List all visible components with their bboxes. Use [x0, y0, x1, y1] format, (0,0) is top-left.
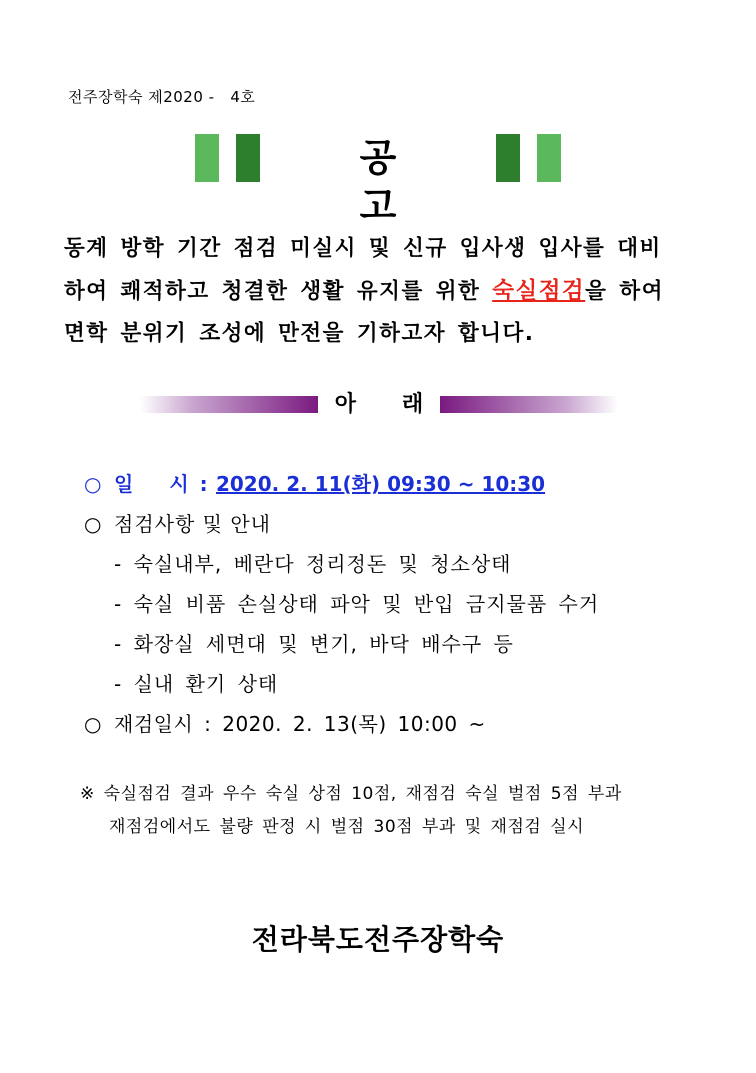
section-title — [325, 390, 433, 420]
reinspection-text: 재검일시 : 2020. 2. 13(목) 10:00 ~ — [114, 712, 486, 736]
intro-line-2-start: 하여 쾌적하고 청결한 생활 유지를 위한 — [64, 279, 493, 304]
gradient-bar-right — [440, 396, 618, 413]
gradient-bar-left — [140, 396, 318, 413]
bullet-circle: ○ — [84, 712, 102, 736]
schedule-label-a: 일 — [114, 472, 136, 496]
section-title-right: 래 — [401, 392, 424, 417]
checklist-title: 점검사항 및 안내 — [114, 512, 271, 536]
note — [80, 778, 720, 844]
schedule-label — [114, 472, 210, 496]
decor-bar-left-outer — [195, 134, 219, 182]
decor-bar-right-outer — [537, 134, 561, 182]
decor-bar-right-inner — [496, 134, 520, 182]
section-title-left: 아 — [334, 392, 357, 417]
checklist-item: - 화장실 세면대 및 변기, 바닥 배수구 등 — [114, 632, 514, 656]
intro-line-1: 동계 방학 기간 점검 미실시 및 신규 입사생 입사를 대비 — [64, 236, 662, 261]
decor-bar-left-inner — [236, 134, 260, 182]
bullet-circle: ○ — [84, 512, 102, 536]
intro-line-2 — [64, 270, 704, 313]
note-line-2: 재점검에서도 불량 판정 시 벌점 30점 부과 및 재점검 실시 — [109, 817, 585, 837]
schedule-value: 2020. 2. 11(화) 09:30 ~ 10:30 — [215, 472, 546, 496]
schedule-row — [84, 464, 724, 504]
intro-highlight: 숙실점검 — [492, 278, 586, 304]
section-heading — [140, 390, 618, 420]
checklist-item: - 숙실 비품 손실상태 파악 및 반입 금지물품 수거 — [114, 592, 600, 616]
bullet-circle: ○ — [84, 472, 102, 496]
document-number: 전주장학숙 제2020 - 4호 — [68, 88, 256, 106]
reinspection-row — [84, 704, 724, 744]
note-line-1: ※ 숙실점검 결과 우수 숙실 상점 10점, 재점검 숙실 벌점 5점 부과 — [80, 784, 622, 804]
checklist-item: - 숙실내부, 베란다 정리정돈 및 청소상태 — [114, 552, 512, 576]
notice-title: 공고 — [359, 136, 445, 228]
intro-line-2-end: 을 하여 — [585, 279, 664, 304]
checklist-row — [84, 504, 724, 544]
intro-line-3: 면학 분위기 조성에 만전을 기하고자 합니다. — [64, 321, 535, 346]
intro-paragraph — [64, 228, 704, 355]
details-list — [84, 464, 724, 744]
schedule-label-b: 시 : — [169, 472, 210, 496]
notice-header — [0, 134, 756, 228]
checklist-item: - 실내 환기 상태 — [114, 672, 279, 696]
issuer-signature: 전라북도전주장학숙 — [251, 923, 505, 956]
